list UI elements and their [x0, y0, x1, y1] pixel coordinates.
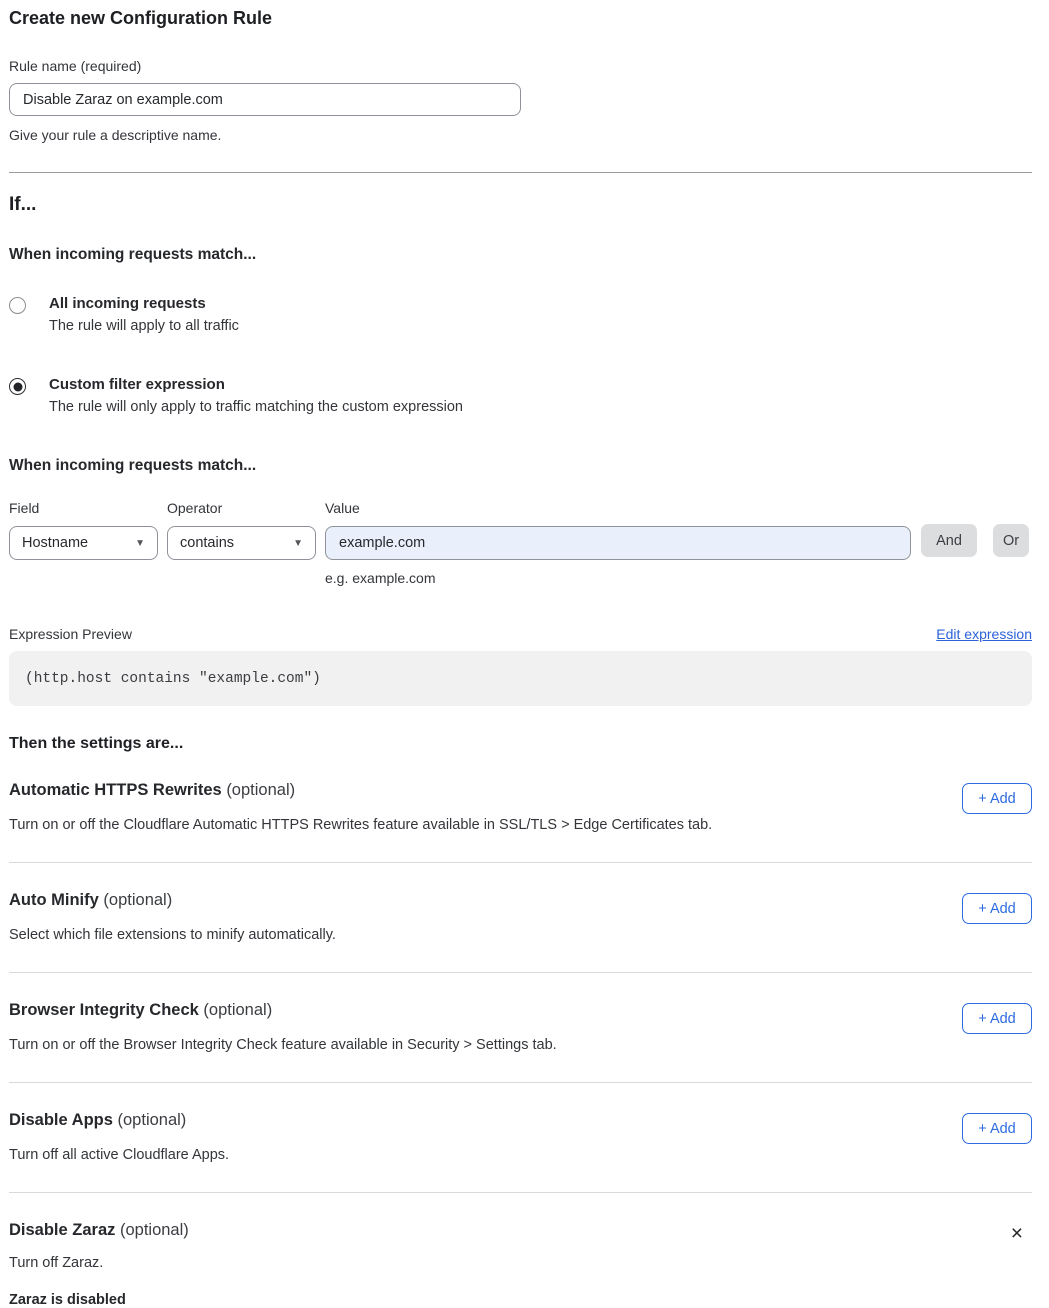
optional-tag: (optional): [226, 781, 296, 799]
value-helper: e.g. example.com: [325, 570, 436, 586]
then-settings-heading: Then the settings are...: [9, 735, 184, 752]
or-button[interactable]: Or: [993, 524, 1029, 557]
close-icon[interactable]: ×: [1010, 1222, 1023, 1245]
radio-all-requests-label: All incoming requests: [49, 295, 206, 312]
setting-automatic-https-rewrites: [9, 753, 1032, 862]
field-select-value: Hostname: [22, 535, 89, 551]
chevron-down-icon: ▼: [293, 537, 303, 549]
and-button[interactable]: And: [921, 524, 977, 557]
add-automatic-https-rewrites-button[interactable]: + Add: [962, 783, 1032, 814]
operator-label: Operator: [167, 500, 223, 516]
zaraz-status: Zaraz is disabled: [9, 1292, 126, 1308]
operator-select-value: contains: [180, 535, 235, 551]
page-title: Create new Configuration Rule: [9, 8, 273, 28]
radio-custom-filter-description: The rule will only apply to traffic matching the custom expression: [49, 399, 463, 415]
setting-description: Turn off all active Cloudflare Apps.: [9, 1147, 230, 1163]
add-auto-minify-button[interactable]: + Add: [962, 893, 1032, 924]
expression-preview-header: [9, 626, 1032, 642]
rule-name-input[interactable]: [9, 83, 521, 116]
setting-description: Select which file extensions to minify automatically.: [9, 927, 336, 943]
radio-custom-filter[interactable]: [9, 378, 26, 395]
optional-tag: (optional): [119, 1221, 189, 1239]
setting-auto-minify: [9, 863, 1032, 972]
setting-disable-apps: [9, 1083, 1032, 1192]
if-heading: If...: [9, 194, 37, 215]
setting-title: Automatic HTTPS Rewrites: [9, 781, 222, 799]
expression-builder-row: [9, 500, 1032, 586]
field-select[interactable]: [9, 526, 158, 560]
radio-option-all-requests[interactable]: [9, 295, 1032, 334]
match-heading-1: When incoming requests match...: [9, 246, 257, 263]
optional-tag: (optional): [103, 891, 173, 909]
value-label: Value: [325, 500, 360, 516]
expression-preview-code: (http.host contains "example.com"): [9, 651, 1032, 706]
field-label: Field: [9, 500, 40, 516]
chevron-down-icon: ▼: [135, 537, 145, 549]
rule-name-helper: Give your rule a descriptive name.: [9, 127, 222, 143]
radio-all-requests-description: The rule will apply to all traffic: [49, 318, 239, 334]
add-disable-apps-button[interactable]: + Add: [962, 1113, 1032, 1144]
setting-title: Browser Integrity Check: [9, 1001, 199, 1019]
expression-preview-label: Expression Preview: [9, 626, 132, 642]
setting-title: Disable Zaraz: [9, 1221, 116, 1239]
setting-title: Disable Apps: [9, 1111, 113, 1129]
add-browser-integrity-check-button[interactable]: + Add: [962, 1003, 1032, 1034]
rule-name-group: [9, 58, 1032, 143]
value-input[interactable]: [325, 526, 911, 560]
operator-select[interactable]: [167, 526, 316, 560]
setting-description: Turn on or off the Cloudflare Automatic HTTPS Rewrites feature available in SSL/TLS > Edge Certificates tab.: [9, 817, 713, 833]
optional-tag: (optional): [117, 1111, 187, 1129]
setting-description: Turn off Zaraz.: [9, 1255, 104, 1271]
setting-description: Turn on or off the Browser Integrity Check feature available in Security > Settings tab.: [9, 1037, 557, 1053]
setting-browser-integrity-check: [9, 973, 1032, 1082]
edit-expression-link[interactable]: Edit expression: [936, 626, 1032, 642]
setting-disable-zaraz: [9, 1193, 1032, 1308]
radio-all-requests[interactable]: [9, 297, 26, 314]
optional-tag: (optional): [203, 1001, 273, 1019]
radio-custom-filter-label: Custom filter expression: [49, 376, 225, 393]
match-heading-2: When incoming requests match...: [9, 457, 257, 474]
setting-title: Auto Minify: [9, 891, 99, 909]
radio-option-custom-filter[interactable]: [9, 376, 1032, 415]
rule-name-label: Rule name (required): [9, 58, 142, 74]
section-divider: [9, 172, 1032, 173]
